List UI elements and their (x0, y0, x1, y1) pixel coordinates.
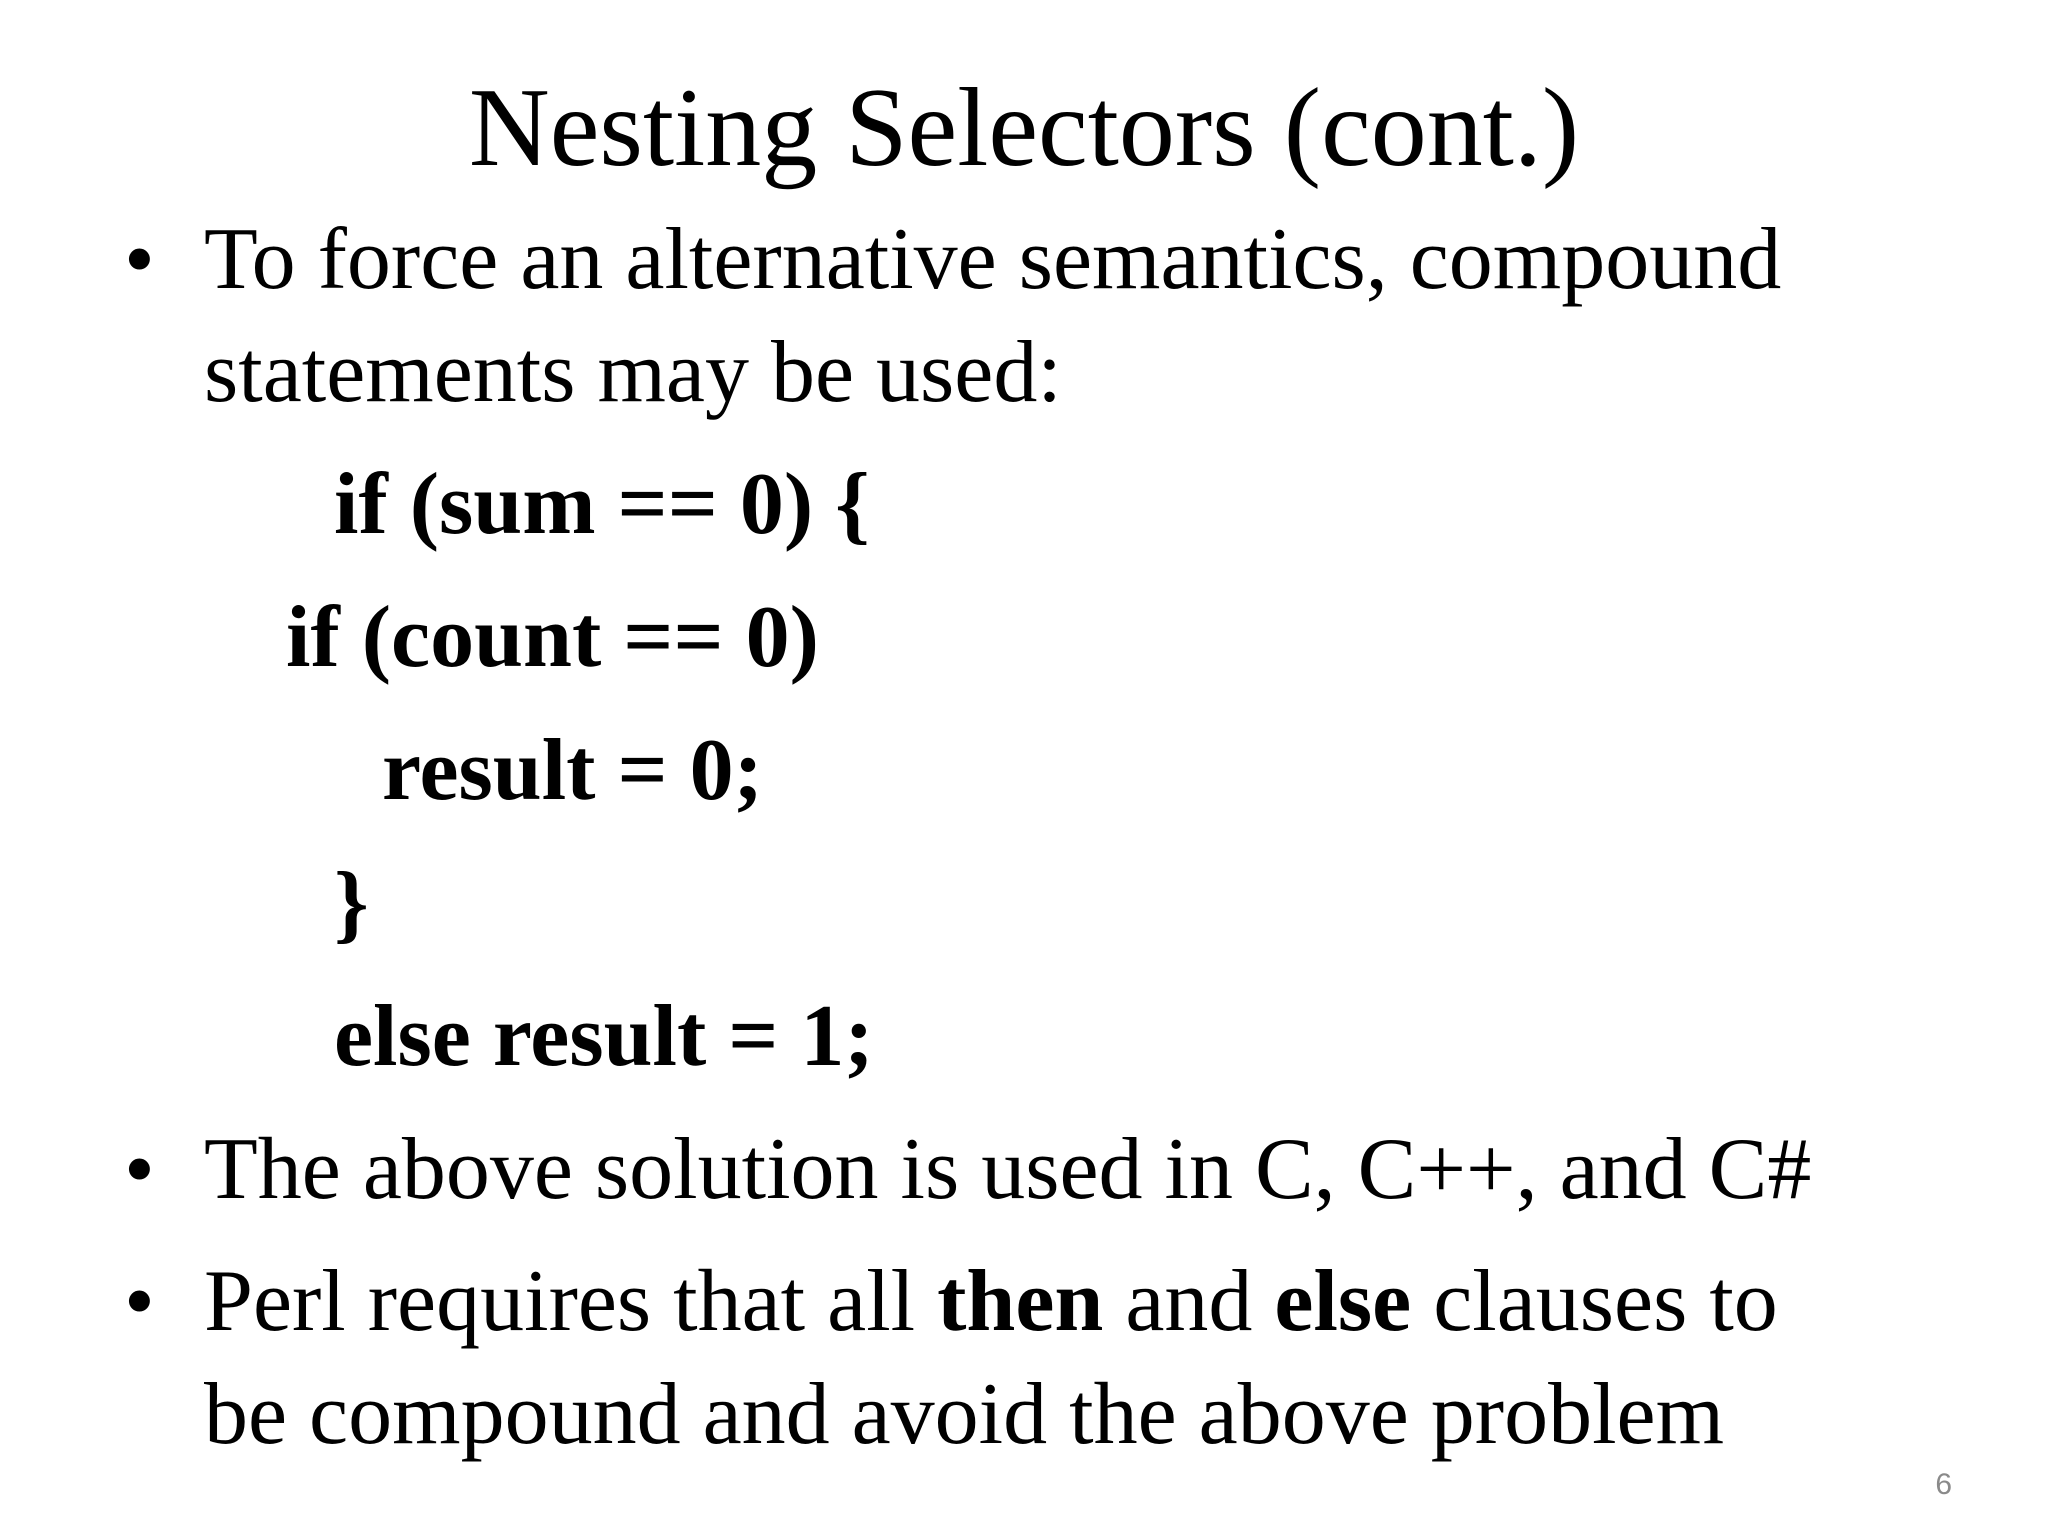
bullet-2-marker: • (124, 1121, 155, 1218)
code-line-5: else result = 1; (334, 988, 874, 1085)
bullet-1-line-2: statements may be used: (204, 324, 1062, 421)
slide-title: Nesting Selectors (cont.) (468, 66, 1580, 190)
code-line-1: if (sum == 0) { (334, 456, 870, 553)
bullet-3-text-c: clauses to (1411, 1253, 1778, 1350)
code-line-4: } (334, 855, 369, 952)
bullet-3-bold-else: else (1274, 1253, 1412, 1350)
bullet-3-marker: • (124, 1253, 155, 1350)
bullet-3-line-2: be compound and avoid the above problem (204, 1366, 1725, 1463)
bullet-3-text-a: Perl requires that all (204, 1253, 938, 1350)
bullet-1-marker: • (124, 211, 155, 308)
code-line-2: if (count == 0) (286, 589, 819, 686)
bullet-2-text: The above solution is used in C, C++, and C# (204, 1121, 1812, 1218)
bullet-3-line-1 (204, 1247, 1778, 1357)
code-line-3: result = 0; (382, 722, 763, 819)
bullet-3-text-b: and (1103, 1253, 1275, 1350)
bullet-1-line-1: To force an alternative semantics, compound (204, 211, 1782, 308)
bullet-3-bold-then: then (937, 1253, 1104, 1350)
page-number: 6 (1935, 1468, 1952, 1501)
